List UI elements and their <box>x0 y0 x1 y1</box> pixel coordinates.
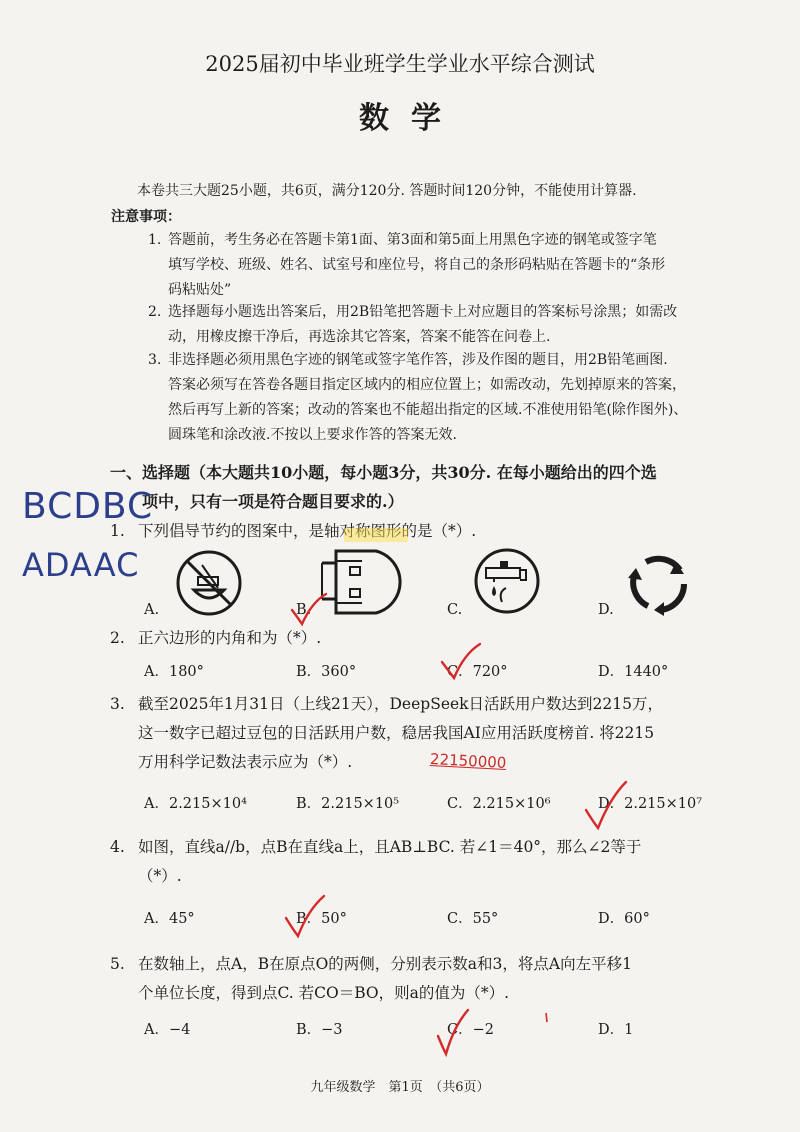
question-text: 截至2025年1月31日（上线21天），DeepSeek日活跃用户数达到2215万， <box>138 695 664 713</box>
notice-line: 选择题每小题选出答案后，用2B铅笔把答题卡上对应题目的答案标号涂黑；如需改 <box>168 304 678 320</box>
question-text: 个单位长度，得到点C. 若CO＝BO，则a的值为（*）. <box>138 984 510 1002</box>
notice-item-3 <box>148 348 768 448</box>
option-5b: B．−3 <box>296 1022 343 1038</box>
option-4d: D．60° <box>598 911 650 927</box>
exam-intro: 本卷共三大题25小题，共6页，满分120分. 答题时间120分钟，不能使用计算器. <box>137 183 637 199</box>
notice-title: 注意事项： <box>111 209 181 225</box>
stray-mark <box>544 1012 550 1024</box>
notice-line: 答题前，考生务必在答题卡第1面、第3面和第5面上用黑色字迹的钢笔或签字笔 <box>168 232 657 248</box>
notice-number: 3. <box>148 352 162 368</box>
question-number: 4. <box>110 838 125 856</box>
notice-number: 2. <box>148 304 162 320</box>
option-3a: A．2.215×10⁴ <box>144 796 247 812</box>
section-line: 项中，只有一项是符合题目要求的.） <box>142 492 404 511</box>
option-4c: C．55° <box>447 911 499 927</box>
handwritten-answers-row2: ADAAC <box>22 546 140 584</box>
exam-title: 2025届初中毕业班学生学业水平综合测试 <box>205 52 595 76</box>
option-3d: D．2.215×10⁷ <box>598 796 703 812</box>
notice-line: 码粘贴处” <box>168 282 232 298</box>
option-4b: B．50° <box>296 911 347 927</box>
subject-title: 数学 <box>359 101 463 136</box>
option-5a: A．−4 <box>144 1022 191 1038</box>
option-3b: B．2.215×10⁵ <box>296 796 400 812</box>
option-1a: A. <box>144 602 160 618</box>
option-2c: C．720° <box>447 664 508 680</box>
figure-a-no-food-waste-icon <box>176 550 246 620</box>
notice-line: 然后再写上新的答案；改动的答案也不能超出指定的区域.不准使用铅笔(除作图外)、 <box>168 402 688 418</box>
question-4 <box>110 833 642 891</box>
option-5d: D．1 <box>598 1022 634 1038</box>
option-2b: B．360° <box>296 664 357 680</box>
option-1d: D. <box>598 602 614 618</box>
notice-line: 非选择题必须用黑色字迹的钢笔或签字笔作答，涉及作图的题目，用2B铅笔画图. <box>168 352 668 368</box>
section-line: 一、选择题（本大题共10小题，每小题3分，共30分. 在每小题给出的四个选 <box>110 463 657 482</box>
question-text: 这一数字已超过豆包的日活跃用户数，稳居我国AI应用活跃度榜首. 将2215 <box>138 724 655 742</box>
question-text: 正六边形的内角和为（*）. <box>138 629 322 647</box>
section-heading <box>110 458 740 516</box>
question-text: （*）. <box>138 867 182 885</box>
question-3 <box>110 690 664 777</box>
question-number: 3. <box>110 695 125 713</box>
figure-b-plug-icon <box>318 547 418 617</box>
notice-line: 填写学校、班级、姓名、试室号和座位号，将自己的条形码粘贴在答题卡的“条形 <box>168 257 666 273</box>
option-1b: B. <box>296 602 312 618</box>
notice-item-1 <box>148 228 768 303</box>
question-text: 如图，直线a//b，点B在直线a上，且AB⊥BC. 若∠1＝40°，那么∠2等于 <box>138 838 642 856</box>
option-2a: A．180° <box>144 664 204 680</box>
question-2 <box>110 624 322 653</box>
notice-line: 动，用橡皮擦干净后，再选涂其它答案，答案不能答在问卷上. <box>168 329 551 345</box>
notice-line: 答案必须写在答卷各题目指定区域内的相应位置上；如需改动，先划掉原来的答案， <box>168 377 686 393</box>
page-footer: 九年级数学 第1页 （共6页） <box>310 1080 490 1095</box>
notice-line: 圆珠笔和涂改液.不按以上要求作答的答案无效. <box>168 427 457 443</box>
option-4a: A．45° <box>144 911 195 927</box>
question-5 <box>110 950 632 1008</box>
question-number: 2. <box>110 629 125 647</box>
option-5c: C．−2 <box>447 1022 494 1038</box>
question-text: 在数轴上，点A，B在原点O的两侧，分别表示数a和3，将点A向左平移1 <box>138 955 632 973</box>
check-mark-icon <box>440 642 484 682</box>
figure-d-recycle-icon <box>626 548 696 618</box>
question-number: 5. <box>110 955 125 973</box>
check-mark-icon <box>284 894 328 940</box>
handwritten-answers-row1: BCDBC <box>22 486 154 527</box>
option-3c: C．2.215×10⁶ <box>447 796 551 812</box>
option-1c: C. <box>447 602 463 618</box>
question-1 <box>110 517 477 546</box>
question-number: 1. <box>110 522 125 540</box>
notice-item-2 <box>148 300 768 350</box>
option-2d: D．1440° <box>598 664 669 680</box>
notice-number: 1. <box>148 232 162 248</box>
check-mark-icon <box>584 780 630 832</box>
handwritten-scratch: 22150000 <box>429 750 507 772</box>
question-text: 万用科学记数法表示应为（*）. <box>138 753 353 771</box>
check-mark-icon <box>290 592 330 628</box>
check-mark-icon <box>436 1008 472 1056</box>
question-text: 下列倡导节约的图案中，是轴对称图形的是（*）. <box>138 522 477 540</box>
highlight-mark <box>344 528 408 542</box>
figure-c-water-tap-icon <box>474 548 544 618</box>
